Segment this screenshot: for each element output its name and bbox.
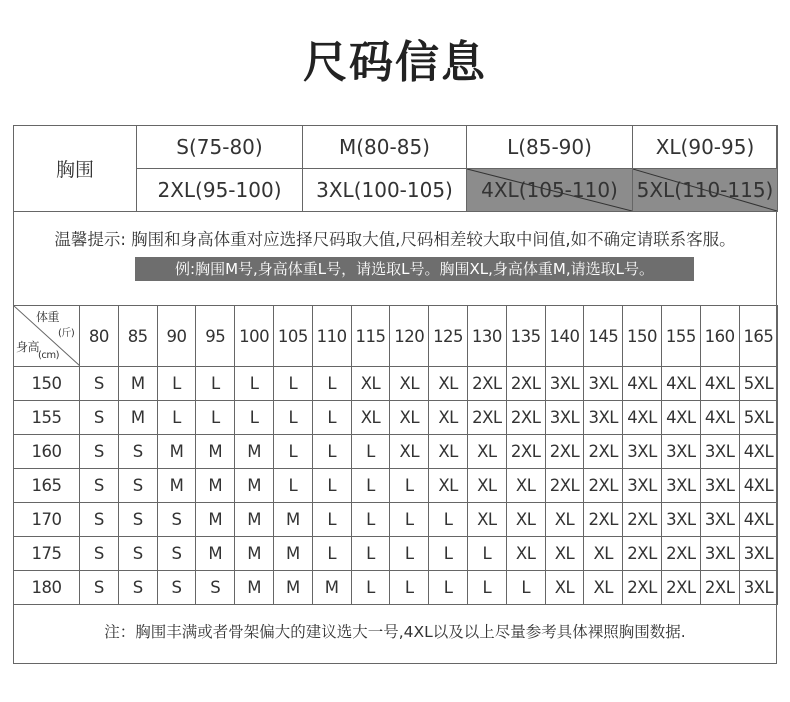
- size-cell: XL: [429, 367, 468, 401]
- size-cell: L: [312, 367, 351, 401]
- weight-header-cell: 115: [351, 306, 390, 367]
- size-cell: L: [429, 503, 468, 537]
- size-cell: 5XL: [739, 367, 778, 401]
- grid-corner-header: [14, 306, 80, 367]
- size-cell: 2XL: [545, 469, 584, 503]
- size-cell: 3XL: [584, 367, 623, 401]
- size-cell: L: [390, 469, 429, 503]
- size-cell: XL: [390, 401, 429, 435]
- tip-text: 温馨提示: 胸围和身高体重对应选择尺码取大值,尺码相差较大取中间值,如不确定请联系客服。: [54, 230, 736, 249]
- size-cell: L: [157, 401, 196, 435]
- size-cell: L: [312, 503, 351, 537]
- size-cell: 4XL: [661, 401, 700, 435]
- size-cell: 3XL: [661, 503, 700, 537]
- size-cell: S: [157, 537, 196, 571]
- size-cell: L: [351, 503, 390, 537]
- size-cell: M: [196, 469, 235, 503]
- size-cell: L: [312, 435, 351, 469]
- size-cell: L: [235, 367, 274, 401]
- weight-header-cell: 165: [739, 306, 778, 367]
- size-cell: M: [196, 503, 235, 537]
- weight-header-cell: 85: [118, 306, 157, 367]
- size-cell: 4XL: [739, 435, 778, 469]
- height-unit-label: (cm): [38, 350, 60, 361]
- footnote: 注：胸围丰满或者骨架偏大的建议选大一号,4XL以及以上尽量参考具体裸照胸围数据.: [104, 623, 686, 641]
- size-cell: S: [80, 401, 119, 435]
- size-cell: 3XL: [700, 435, 739, 469]
- weight-header-cell: 160: [700, 306, 739, 367]
- size-cell: 2XL: [467, 367, 506, 401]
- size-cell: L: [351, 435, 390, 469]
- size-cell: L: [506, 571, 545, 605]
- size-cell: 3XL: [584, 401, 623, 435]
- weight-header-cell: 135: [506, 306, 545, 367]
- size-cell: 3XL: [661, 469, 700, 503]
- size-cell: M: [118, 367, 157, 401]
- size-cell: 2XL: [506, 435, 545, 469]
- size-cell: 2XL: [700, 571, 739, 605]
- size-cell: XL: [506, 469, 545, 503]
- chest-size-cell-unavailable: [633, 169, 778, 212]
- size-cell: L: [312, 469, 351, 503]
- size-cell: XL: [390, 367, 429, 401]
- size-cell: S: [196, 571, 235, 605]
- weight-header-cell: 155: [661, 306, 700, 367]
- size-cell: 3XL: [545, 367, 584, 401]
- weight-header-cell: 100: [235, 306, 274, 367]
- size-cell: L: [273, 469, 312, 503]
- weight-header-cell: 105: [273, 306, 312, 367]
- size-cell: M: [118, 401, 157, 435]
- chest-size-cell: L(85-90): [467, 126, 633, 169]
- size-cell: M: [196, 537, 235, 571]
- size-cell: XL: [467, 469, 506, 503]
- chest-size-table: [13, 125, 778, 212]
- size-cell: L: [390, 503, 429, 537]
- table-row: [14, 469, 778, 503]
- weight-header-cell: 150: [623, 306, 662, 367]
- weight-header-cell: 95: [196, 306, 235, 367]
- size-cell: XL: [429, 469, 468, 503]
- size-cell: S: [80, 367, 119, 401]
- weight-header-cell: 110: [312, 306, 351, 367]
- size-cell: L: [390, 571, 429, 605]
- weight-unit-label: (斤): [58, 328, 75, 339]
- size-cell: XL: [584, 571, 623, 605]
- size-cell: M: [273, 571, 312, 605]
- size-cell: XL: [390, 435, 429, 469]
- height-header-cell: 165: [14, 469, 80, 503]
- size-cell: 3XL: [700, 503, 739, 537]
- chest-label: 胸围: [14, 126, 137, 212]
- size-cell: XL: [545, 571, 584, 605]
- chest-size-label: 5XL(110-115): [636, 178, 774, 202]
- height-header-cell: 155: [14, 401, 80, 435]
- size-cell: S: [118, 435, 157, 469]
- size-cell: L: [351, 537, 390, 571]
- size-cell: XL: [545, 537, 584, 571]
- table-row: [14, 503, 778, 537]
- weight-header-cell: 130: [467, 306, 506, 367]
- table-row: [14, 537, 778, 571]
- height-header-cell: 170: [14, 503, 80, 537]
- size-cell: 2XL: [661, 571, 700, 605]
- weight-header-cell: 120: [390, 306, 429, 367]
- table-row: [14, 367, 778, 401]
- size-cell: M: [235, 469, 274, 503]
- size-cell: L: [273, 367, 312, 401]
- size-cell: 3XL: [623, 469, 662, 503]
- weight-axis-label: 体重: [36, 310, 60, 324]
- example-banner: 例:胸围M号,身高体重L号，请选取L号。胸围XL,身高体重M,请选取L号。: [135, 257, 694, 281]
- size-cell: M: [235, 537, 274, 571]
- weight-header-cell: 80: [80, 306, 119, 367]
- chest-size-cell: 2XL(95-100): [137, 169, 303, 212]
- weight-header-cell: 140: [545, 306, 584, 367]
- size-cell: 3XL: [661, 435, 700, 469]
- size-cell: L: [429, 537, 468, 571]
- size-cell: M: [235, 571, 274, 605]
- size-cell: 2XL: [545, 435, 584, 469]
- size-cell: XL: [506, 503, 545, 537]
- size-cell: 2XL: [584, 469, 623, 503]
- size-cell: L: [273, 435, 312, 469]
- size-cell: L: [351, 469, 390, 503]
- size-cell: 2XL: [623, 537, 662, 571]
- weight-header-cell: 90: [157, 306, 196, 367]
- height-header-cell: 160: [14, 435, 80, 469]
- size-cell: 4XL: [700, 367, 739, 401]
- size-cell: XL: [506, 537, 545, 571]
- size-cell: XL: [545, 503, 584, 537]
- chest-size-cell: 3XL(100-105): [303, 169, 467, 212]
- size-cell: M: [157, 469, 196, 503]
- size-cell: S: [80, 469, 119, 503]
- size-cell: 3XL: [700, 469, 739, 503]
- size-cell: 3XL: [623, 435, 662, 469]
- size-cell: 4XL: [623, 401, 662, 435]
- weight-header-cell: 125: [429, 306, 468, 367]
- chest-size-cell: XL(90-95): [633, 126, 778, 169]
- size-cell: S: [80, 435, 119, 469]
- size-cell: 2XL: [584, 435, 623, 469]
- size-cell: M: [157, 435, 196, 469]
- size-cell: L: [312, 537, 351, 571]
- size-cell: M: [235, 435, 274, 469]
- size-cell: L: [467, 537, 506, 571]
- size-cell: XL: [351, 367, 390, 401]
- size-cell: S: [118, 503, 157, 537]
- size-cell: XL: [467, 503, 506, 537]
- size-cell: 3XL: [739, 571, 778, 605]
- size-cell: 4XL: [700, 401, 739, 435]
- size-cell: S: [80, 571, 119, 605]
- size-cell: L: [157, 367, 196, 401]
- size-cell: 3XL: [739, 537, 778, 571]
- size-cell: L: [351, 571, 390, 605]
- size-cell: L: [429, 571, 468, 605]
- size-cell: 2XL: [623, 571, 662, 605]
- size-cell: XL: [584, 537, 623, 571]
- height-header-cell: 180: [14, 571, 80, 605]
- size-cell: S: [118, 571, 157, 605]
- size-cell: M: [273, 503, 312, 537]
- size-cell: 2XL: [506, 367, 545, 401]
- chest-size-cell-unavailable: [467, 169, 633, 212]
- size-cell: 3XL: [700, 537, 739, 571]
- size-cell: S: [157, 503, 196, 537]
- chest-size-cell: S(75-80): [137, 126, 303, 169]
- height-header-cell: 150: [14, 367, 80, 401]
- size-cell: M: [312, 571, 351, 605]
- size-cell: S: [80, 537, 119, 571]
- size-cell: 4XL: [623, 367, 662, 401]
- size-cell: 2XL: [467, 401, 506, 435]
- page-title: 尺码信息: [303, 37, 487, 88]
- size-cell: L: [273, 401, 312, 435]
- size-cell: L: [196, 401, 235, 435]
- height-axis-label: 身高: [16, 340, 40, 354]
- size-cell: 3XL: [545, 401, 584, 435]
- weight-header-cell: 145: [584, 306, 623, 367]
- chest-size-cell: M(80-85): [303, 126, 467, 169]
- size-cell: 2XL: [623, 503, 662, 537]
- chest-size-label: 4XL(105-110): [481, 178, 618, 202]
- size-cell: XL: [429, 401, 468, 435]
- table-row: [14, 571, 778, 605]
- size-cell: M: [235, 503, 274, 537]
- size-cell: L: [390, 537, 429, 571]
- size-cell: XL: [467, 435, 506, 469]
- height-header-cell: 175: [14, 537, 80, 571]
- size-cell: L: [196, 367, 235, 401]
- table-row: [14, 435, 778, 469]
- size-cell: S: [157, 571, 196, 605]
- height-weight-size-table: [13, 305, 778, 605]
- size-cell: 2XL: [661, 537, 700, 571]
- size-cell: XL: [351, 401, 390, 435]
- size-cell: 5XL: [739, 401, 778, 435]
- size-cell: 4XL: [739, 503, 778, 537]
- size-cell: 4XL: [661, 367, 700, 401]
- size-cell: S: [80, 503, 119, 537]
- size-cell: 2XL: [506, 401, 545, 435]
- size-cell: 4XL: [739, 469, 778, 503]
- size-cell: S: [118, 469, 157, 503]
- size-cell: L: [235, 401, 274, 435]
- table-row: [14, 401, 778, 435]
- size-cell: S: [118, 537, 157, 571]
- size-cell: 2XL: [584, 503, 623, 537]
- size-cell: M: [196, 435, 235, 469]
- size-cell: L: [312, 401, 351, 435]
- size-cell: L: [467, 571, 506, 605]
- size-cell: M: [273, 537, 312, 571]
- size-cell: XL: [429, 435, 468, 469]
